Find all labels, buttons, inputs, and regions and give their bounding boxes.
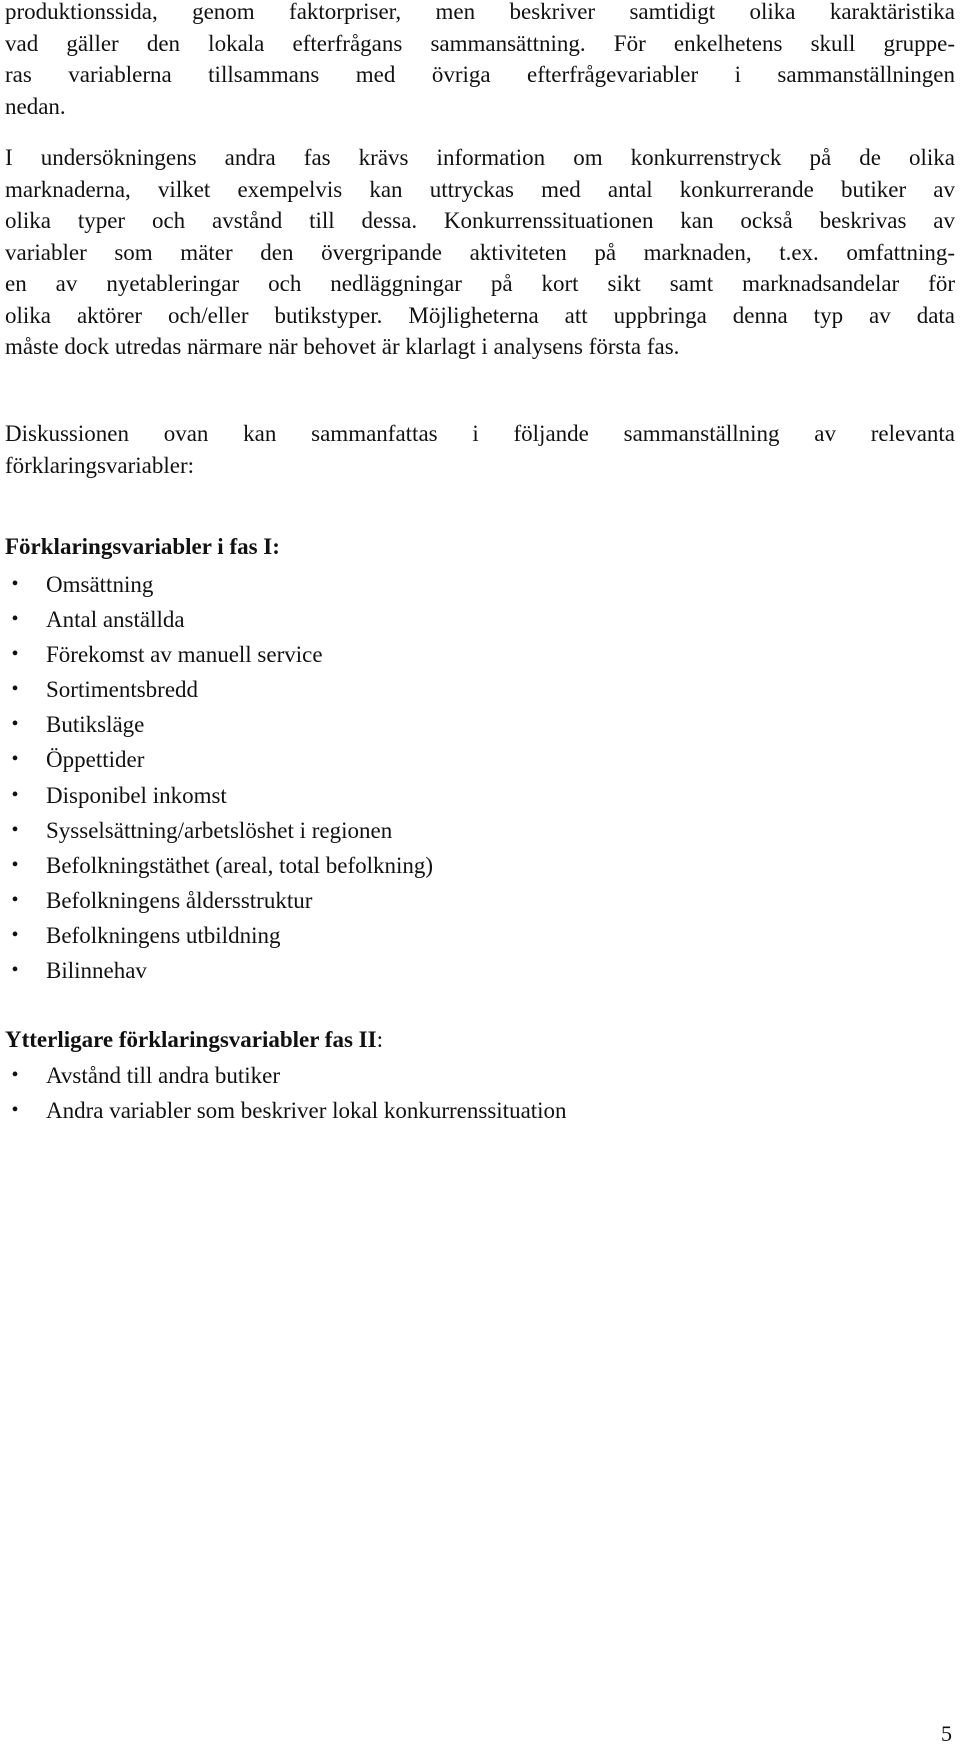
- section-heading-fas-2: [5, 1025, 383, 1055]
- bullet-icon: •: [11, 643, 19, 666]
- variable-list-fas-1: [5, 567, 433, 988]
- bullet-icon: •: [11, 713, 19, 736]
- list-item: [5, 918, 433, 953]
- list-item: [5, 742, 433, 777]
- list-item: [5, 953, 433, 988]
- bullet-icon: •: [11, 608, 19, 631]
- list-item-label: Befolkningstäthet (areal, total befolkning): [46, 852, 434, 878]
- list-item-label: Avstånd till andra butiker: [46, 1063, 280, 1088]
- list-item: [5, 637, 433, 672]
- list-item: [5, 1058, 567, 1093]
- list-item-label: Förekomst av manuell service: [46, 642, 323, 668]
- text-line: nedan.: [5, 93, 66, 119]
- text-line: förklaringsvariabler:: [5, 452, 195, 478]
- section-heading-colon: :: [376, 1027, 383, 1052]
- list-item-label: Sysselsättning/arbetslöshet i regionen: [46, 817, 393, 843]
- list-item-label: Bilinnehav: [46, 958, 147, 984]
- list-item: [5, 672, 433, 707]
- text-line: en av nyetableringar och nedläggningar på kort sikt samt marknadsandelar för: [5, 271, 955, 296]
- paragraph-sammanfattning: [5, 418, 955, 481]
- list-item-label: Butiksläge: [46, 712, 145, 738]
- bullet-icon: •: [11, 783, 19, 806]
- text-line: ras variablerna tillsammans med övriga efterfrågevariabler i sammanställningen: [5, 62, 955, 87]
- text-line: måste dock utredas närmare när behovet är klarlagt i analysens första fas.: [5, 334, 680, 359]
- text-line: I undersökningens andra fas krävs information om konkurrenstryck på de olika: [5, 145, 955, 170]
- bullet-icon: •: [11, 748, 19, 771]
- list-item-label: Sortimentsbredd: [46, 677, 199, 703]
- text-line: olika aktörer och/eller butikstyper. Möjligheterna att uppbringa denna typ av data: [5, 302, 955, 328]
- bullet-icon: •: [11, 818, 19, 841]
- list-item: [5, 707, 433, 742]
- list-item-label: Öppettider: [46, 747, 145, 773]
- list-item: [5, 1093, 567, 1128]
- paragraph-efterfragan: [5, 0, 955, 122]
- text-line: olika typer och avstånd till dessa. Konkurrenssituationen kan också beskrivas av: [5, 208, 955, 233]
- bullet-icon: •: [11, 959, 19, 982]
- text-line: variabler som mäter den övergripande aktiviteten på marknaden, t.ex. omfattning-: [5, 239, 955, 265]
- list-item-label: Disponibel inkomst: [46, 782, 227, 808]
- list-item: [5, 848, 433, 883]
- list-item-label: Antal anställda: [46, 607, 185, 633]
- text-line: vad gäller den lokala efterfrågans sammansättning. För enkelhetens skull gruppe-: [5, 30, 955, 56]
- bullet-icon: •: [11, 678, 19, 701]
- list-item: [5, 778, 433, 813]
- text-line: Diskussionen ovan kan sammanfattas i följande sammanställning av relevanta: [5, 421, 955, 446]
- variable-list-fas-2: [5, 1058, 567, 1128]
- list-item-label: Befolkningens utbildning: [46, 922, 281, 948]
- paragraph-konkurrens: [5, 142, 955, 363]
- list-item: [5, 602, 433, 637]
- section-heading-text: Ytterligare förklaringsvariabler fas II: [5, 1027, 377, 1052]
- list-item: [5, 883, 433, 918]
- text-line: marknaderna, vilket exempelvis kan uttryckas med antal konkurrerande butiker av: [5, 176, 955, 202]
- list-item: [5, 813, 433, 848]
- list-item-label: Andra variabler som beskriver lokal konkurrenssituation: [46, 1098, 567, 1124]
- bullet-icon: •: [11, 1064, 19, 1086]
- text-line: produktionssida, genom faktorpriser, men beskriver samtidigt olika karaktäristika: [5, 0, 955, 24]
- list-item: [5, 567, 433, 602]
- bullet-icon: •: [11, 1099, 19, 1122]
- bullet-icon: •: [11, 888, 19, 911]
- section-heading-fas-1: Förklaringsvariabler i fas I:: [5, 534, 280, 559]
- list-item-label: Befolkningens åldersstruktur: [46, 887, 313, 913]
- bullet-icon: •: [11, 853, 19, 876]
- bullet-icon: •: [11, 923, 19, 946]
- bullet-icon: •: [11, 573, 19, 595]
- page-number: 5: [941, 1721, 952, 1746]
- list-item-label: Omsättning: [46, 572, 154, 597]
